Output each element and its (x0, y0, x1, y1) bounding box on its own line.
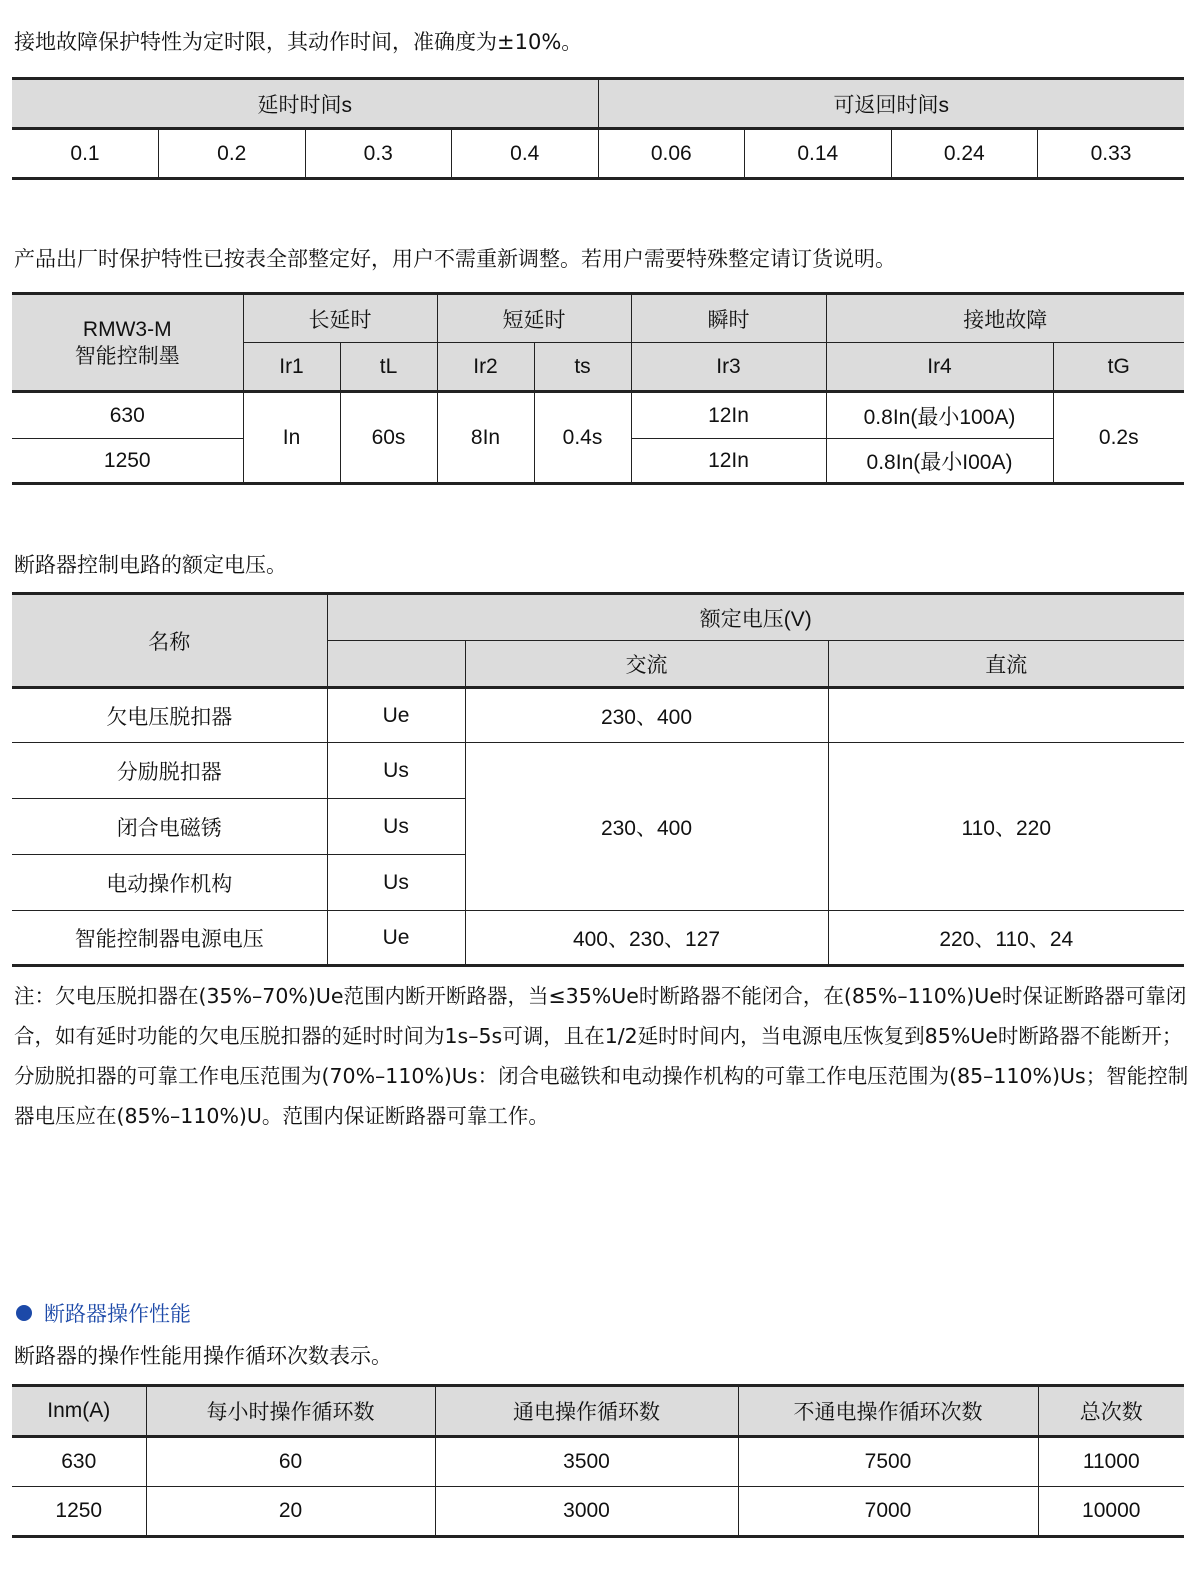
symbol-cell: Ue (327, 688, 465, 743)
ir1-cell: In (243, 392, 340, 484)
symbol-cell: Us (327, 743, 465, 799)
ir3-cell: 12In (631, 392, 826, 439)
ac-cell: 400、230、127 (465, 911, 828, 966)
header-energized-cycles: 通电操作循环数 (435, 1386, 738, 1437)
inm-cell: 630 (12, 1437, 146, 1487)
header-ir2: Ir2 (437, 343, 534, 392)
intro-factory-settings: 产品出厂时保护特性已按表全部整定好，用户不需重新调整。若用户需要特殊整定请订货说明。 (14, 247, 896, 271)
return-value: 0.14 (745, 129, 892, 179)
header-ir3: Ir3 (631, 343, 826, 392)
table-row (12, 688, 1184, 743)
table-header-row (12, 1386, 1184, 1437)
table-row (12, 1487, 1184, 1537)
header-ac: 交流 (465, 641, 828, 688)
name-cell: 闭合电磁锈 (12, 799, 327, 855)
control-voltage-table (12, 592, 1184, 967)
tl-cell: 60s (340, 392, 437, 484)
intro-control-voltage: 断路器控制电路的额定电压。 (14, 553, 287, 577)
table-header-row (12, 79, 1184, 129)
ac-merged-cell: 230、400 (465, 743, 828, 911)
table-row (12, 911, 1184, 966)
ir4-cell: 0.8In(最小I00A) (826, 439, 1053, 484)
section-title-operation (16, 1298, 191, 1328)
tg-cell: 0.2s (1053, 392, 1184, 484)
header-non-energized-cycles: 不通电操作循环次数 (738, 1386, 1038, 1437)
rating-cell: 630 (12, 392, 243, 439)
ir2-cell: 8In (437, 392, 534, 484)
intro-ground-fault: 接地故障保护特性为定时限，其动作时间，准确度为±10%。 (14, 30, 583, 54)
table-row (12, 743, 1184, 799)
delay-value: 0.2 (159, 129, 306, 179)
bullet-icon (16, 1305, 32, 1321)
cycles-per-hour-cell: 20 (146, 1487, 435, 1537)
dc-cell: 220、110、24 (828, 911, 1184, 966)
header-model (12, 294, 243, 392)
table-header-row (12, 594, 1184, 641)
cycles-per-hour-cell: 60 (146, 1437, 435, 1487)
delay-time-table (12, 77, 1184, 180)
non-energized-cell: 7000 (738, 1487, 1038, 1537)
ir3-cell: 12In (631, 439, 826, 484)
operation-cycles-table (12, 1384, 1184, 1538)
inm-cell: 1250 (12, 1487, 146, 1537)
header-tg: tG (1053, 343, 1184, 392)
return-value: 0.06 (598, 129, 745, 179)
header-inm: Inm(A) (12, 1386, 146, 1437)
name-cell: 电动操作机构 (12, 855, 327, 911)
delay-value: 0.3 (305, 129, 452, 179)
table-row (12, 1437, 1184, 1487)
energized-cell: 3500 (435, 1437, 738, 1487)
ir4-cell: 0.8In(最小100A) (826, 392, 1053, 439)
table-row (12, 129, 1184, 179)
protection-settings-table (12, 292, 1184, 485)
section-title-text: 断路器操作性能 (44, 1302, 191, 1326)
return-value: 0.33 (1038, 129, 1185, 179)
header-ir1: Ir1 (243, 343, 340, 392)
model-line-1: RMW3-M (82, 317, 172, 341)
header-ground-fault: 接地故障 (826, 294, 1184, 343)
total-cell: 11000 (1038, 1437, 1184, 1487)
header-name: 名称 (12, 594, 327, 688)
name-cell: 欠电压脱扣器 (12, 688, 327, 743)
delay-value: 0.4 (452, 129, 599, 179)
non-energized-cell: 7500 (738, 1437, 1038, 1487)
header-symbol (327, 641, 465, 688)
header-return-time: 可返回时间s (598, 79, 1184, 129)
ts-cell: 0.4s (534, 392, 631, 484)
header-total: 总次数 (1038, 1386, 1184, 1437)
symbol-cell: Ue (327, 911, 465, 966)
delay-value: 0.1 (12, 129, 159, 179)
ac-cell: 230、400 (465, 688, 828, 743)
rating-cell: 1250 (12, 439, 243, 484)
return-value: 0.24 (891, 129, 1038, 179)
table-header-row (12, 294, 1184, 343)
total-cell: 10000 (1038, 1487, 1184, 1537)
header-ts: ts (534, 343, 631, 392)
energized-cell: 3000 (435, 1487, 738, 1537)
header-delay-time: 延时时间s (12, 79, 598, 129)
header-rated-voltage: 额定电压(V) (327, 594, 1184, 641)
dc-cell (828, 688, 1184, 743)
intro-operation: 断路器的操作性能用操作循环次数表示。 (14, 1344, 392, 1368)
header-tl: tL (340, 343, 437, 392)
dc-merged-cell: 110、220 (828, 743, 1184, 911)
name-cell: 分励脱扣器 (12, 743, 327, 799)
header-instantaneous: 瞬时 (631, 294, 826, 343)
symbol-cell: Us (327, 855, 465, 911)
header-dc: 直流 (828, 641, 1184, 688)
table-row (12, 392, 1184, 439)
model-line-2: 智能控制墨 (74, 344, 180, 368)
header-cycles-per-hour: 每小时操作循环数 (146, 1386, 435, 1437)
name-cell: 智能控制器电源电压 (12, 911, 327, 966)
voltage-note: 注：欠电压脱扣器在(35%–70%)Ue范围内断开断路器，当≤35%Ue时断路器不能闭合，在(85%–110%)Ue时保证断路器可靠闭合，如有延时功能的欠电压脱扣器的延时时间为1s–5s可调，且在1/2延时时间内，当电源电压恢复到85%Ue时断路器不能断开；分励脱扣器的可靠工作电压范围为(70%–110%)Us：闭合电磁铁和电动操作机构的可靠工作电压范围为(85–110%)Us；智能控制器电压应在(85%–110%)U。范围内保证断路器可靠工作。 (14, 984, 1189, 1128)
symbol-cell: Us (327, 799, 465, 855)
header-long-delay: 长延时 (243, 294, 437, 343)
header-short-delay: 短延时 (437, 294, 631, 343)
header-ir4: Ir4 (826, 343, 1053, 392)
